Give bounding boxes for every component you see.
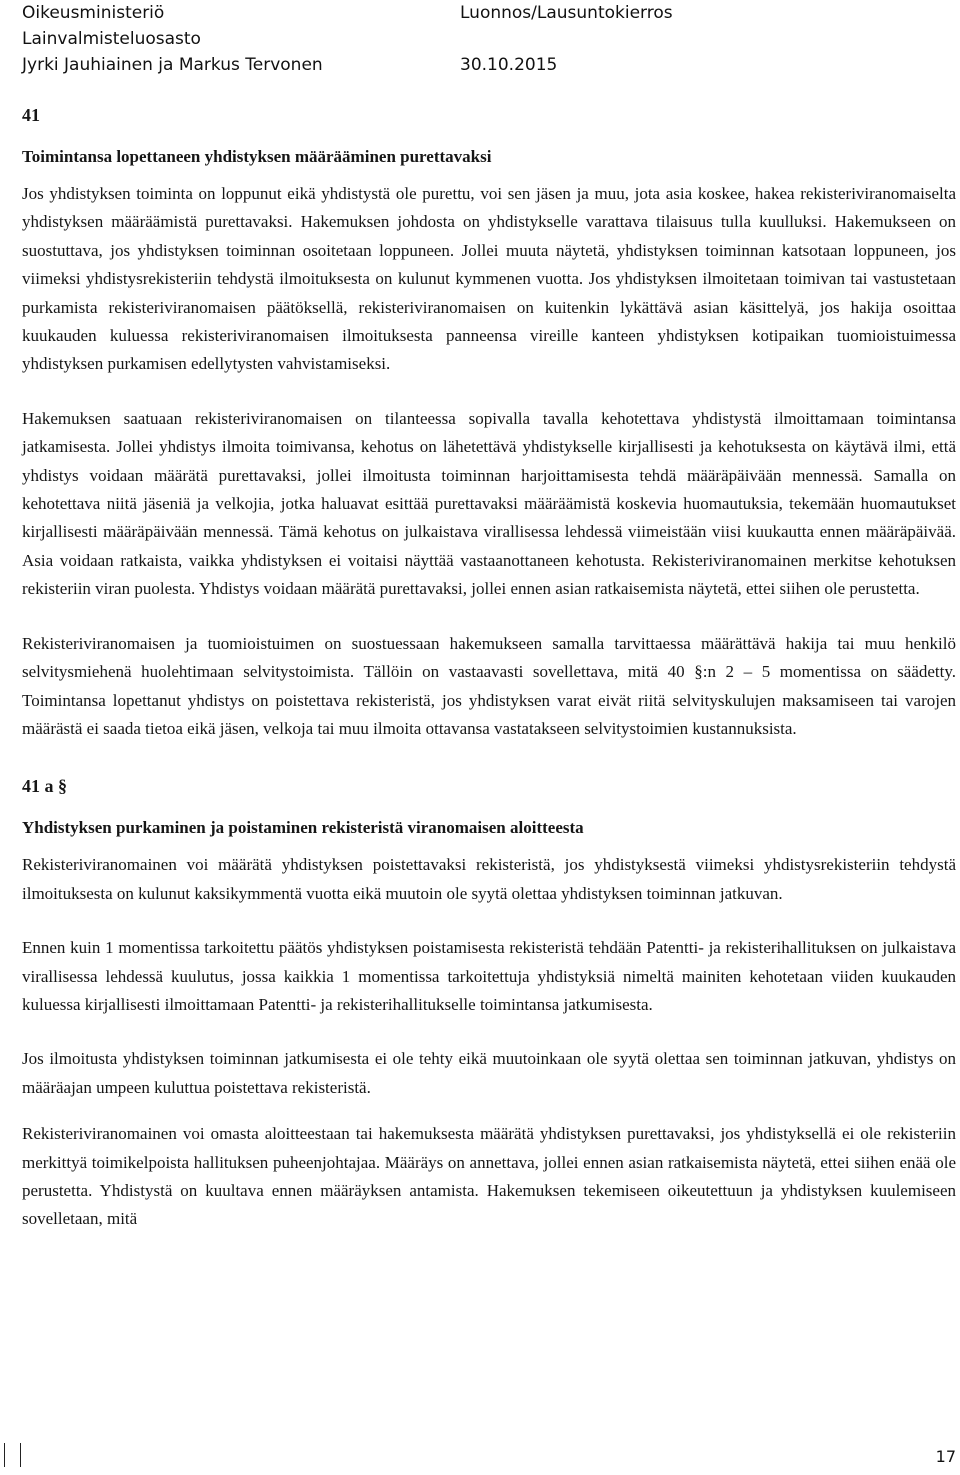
page-number: 17 [935, 1447, 956, 1466]
paragraph: Rekisteriviranomainen voi määrätä yhdistyksen poistettavaksi rekisteristä, jos yhdistyksestä viimeksi yhdistysrekisteriin tehdystä ilmoituksesta on kulunut kaksikymmentä vuotta eikä muutoin ole syytä olettaa yhdistyksen toiminnan jatkuvan. [22, 855, 956, 903]
section-title: Yhdistyksen purkaminen ja poistaminen rekisteristä viranomaisen aloitteesta [22, 818, 584, 838]
document-status: Luonnos/Lausuntokierros [460, 3, 673, 23]
header-row-3 [22, 52, 942, 78]
change-bar-marker [20, 1443, 21, 1467]
paragraph: Ennen kuin 1 momentissa tarkoitettu päätös yhdistyksen poistamisesta rekisteristä tehdään Patentti- ja rekisterihallituksen on julkaistava virallisessa lehdessä kuulutus, jossa kaikkia 1 momentissa tarkoitettuja yhdistyksiä nimeltä mainiten kehotetaan viiden kuukauden kuluessa kirjallisesti ilmoittamaan Patentti- ja rekisterihallitukselle toimintansa jatkumisesta. [22, 938, 956, 1014]
paragraph: Hakemuksen saatuaan rekisteriviranomaisen on tilanteessa sopivalla tavalla kehotettava yhdistystä ilmoittamaan toimintansa jatkamisesta. Jollei yhdistys ilmoita toimivansa, kehotus on lähetettävä yhdistykselle kirjallisesti ja kehotuksesta on käytävä ilmi, että yhdistys voidaan määrätä purettavaksi, jollei ilmoitusta toiminnan harjoittamisesta tehdä määräpäivään mennessä. Samalla on kehotettava niitä jäseniä ja velkojia, jotka haluavat esittää purettavaksi määräämistä koskevia huomautuksia, tekemään huomautukset kirjallisesti määräpäivään mennessä. Tämä kehotus on julkaistava virallisessa lehdessä viimeistään viisi kuukautta ennen määräpäivää. Asia voidaan ratkaista, vaikka yhdistyksen ei voitaisi näyttää vastaanottaneen kehotusta. Rekisteriviranomainen merkitse kehotuksen rekisteriin viran puolesta. Yhdistys voidaan määrätä purettavaksi, jollei ennen asian ratkaisemista näytetä, ettei siihen ole perustetta. [22, 408, 956, 599]
document-header [22, 0, 942, 78]
section-title: Toimintansa lopettaneen yhdistyksen määrääminen purettavaksi [22, 147, 492, 166]
paragraph: Jos yhdistyksen toiminta on loppunut eikä yhdistystä ole purettu, voi sen jäsen ja muu, jota asia koskee, hakea rekisteriviranomaiselta yhdistyksen määräämistä purettavaksi. Hakemuksen johdosta on yhdistykselle varattava tilaisuus tulla kuulluksi. Hakemukseen on suostuttava, jos yhdistyksen toiminnan osoitetaan loppuneen. Jollei muuta näytetä, yhdistyksen toiminnan katsotaan loppuneen, jos viimeksi yhdistysrekisteriin tehdystä ilmoituksesta on kulunut kymmenen vuotta. Jos yhdistyksen ilmoitetaan toimivan tai vastustetaan purkamista rekisteriviranomaisen päätöksellä, rekisteriviranomaisen on kuitenkin lykättävä asian käsittelyä, jos hakija osoittaa kuukauden kuluessa rekisteriviranomaisen ilmoituksesta panneensa vireille kanteen yhdistyksen kotipaikan tuomioistuimessa yhdistyksen purkamisen edellytysten vahvistamiseksi. [22, 184, 956, 374]
authors: Jyrki Jauhiainen ja Markus Tervonen [22, 55, 323, 75]
paragraph: Rekisteriviranomainen voi omasta aloitteestaan tai hakemuksesta määrätä yhdistyksen purettavaksi, jos yhdistyksellä ei ole rekisteriin merkittyä toimikelpoista hallituksen puheenjohtajaa. Määräys on annettava, jollei ennen asian ratkaisemista näytetä, ettei siihen enää ole perustetta. Yhdistystä on kuultava ennen määräyksen antamista. Hakemuksen tekemiseen oikeutettuun ja yhdistyksen kuulemiseen sovelletaan, mitä [22, 1124, 956, 1229]
header-row-2 [22, 26, 942, 52]
paragraph: Rekisteriviranomaisen ja tuomioistuimen on suostuessaan hakemukseen samalla tarvittaessa määrättävä hakija tai muu henkilö selvitysmiehenä huolehtimaan selvitystoimista. Tällöin on vastaavasti sovellettava, mitä 40 §:n 2 – 5 momentissa on säädetty. Toimintansa lopettanut yhdistys on poistettava rekisteristä, jos yhdistyksen varat eivät riitä selvityskulujen maksamiseen tai varojen määrästä ei saada tietoa eikä jäsen, velkoja tai muu ilmoita ottavansa vastatakseen selvitystoimien kustannuksista. [22, 633, 956, 738]
section-number: 41 [22, 105, 40, 125]
document-body [22, 98, 956, 1260]
section-number: 41 a § [22, 776, 67, 797]
department-name: Lainvalmisteluosasto [22, 29, 201, 49]
ministry-name: Oikeusministeriö [22, 3, 165, 23]
paragraph: Jos ilmoitusta yhdistyksen toiminnan jatkumisesta ei ole tehty eikä muutoinkaan ole syytä olettaa sen toiminnan jatkuvan, yhdistys on määräajan umpeen kuluttua poistettava rekisteristä. [22, 1049, 956, 1097]
document-date: 30.10.2015 [460, 55, 558, 75]
header-row-1 [22, 0, 942, 26]
change-bar-marker [4, 1443, 5, 1467]
page-footer [0, 1443, 960, 1475]
